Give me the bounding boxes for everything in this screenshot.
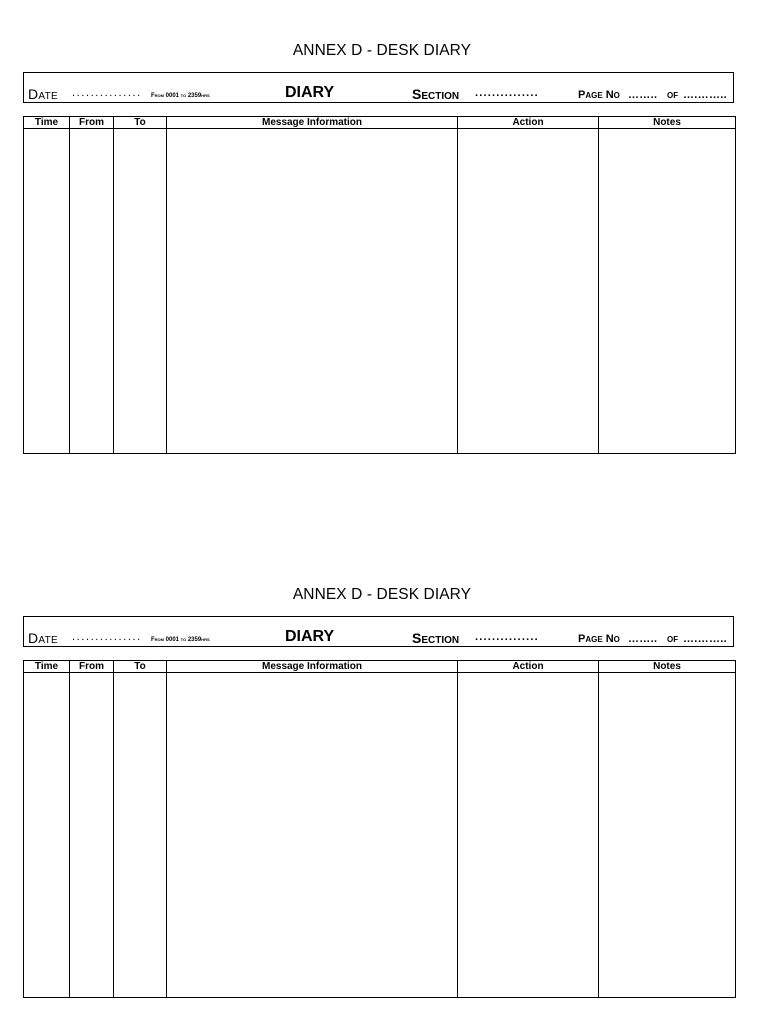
table-row [24, 129, 736, 454]
desk-diary-form-1 [0, 40, 768, 460]
date-range-note: From 0001 to 2359hrs [151, 637, 210, 643]
desk-diary-form-2 [0, 584, 768, 1004]
action-cell [458, 673, 599, 998]
message-information-cell [167, 129, 458, 454]
annex-title: ANNEX D - DESK DIARY [292, 42, 472, 59]
page-no-label: Page No [578, 89, 620, 101]
diary-label: DIARY [285, 628, 335, 645]
column-header-from: From [70, 661, 114, 673]
date-label: Date [28, 86, 59, 102]
table-header-row [24, 117, 736, 129]
page-no-label: Page No [578, 633, 620, 645]
date-field-dots: ............... [72, 87, 142, 99]
column-header-to: To [114, 661, 167, 673]
annex-title: ANNEX D - DESK DIARY [292, 586, 472, 603]
time-cell [24, 673, 70, 998]
to-cell [114, 129, 167, 454]
diary-header-box [23, 72, 734, 103]
notes-cell [599, 129, 736, 454]
table-row [24, 673, 736, 998]
notes-cell [599, 673, 736, 998]
diary-label: DIARY [285, 84, 335, 101]
column-header-message-information: Message Information [167, 661, 458, 673]
column-header-message-information: Message Information [167, 117, 458, 129]
column-header-time: Time [24, 661, 70, 673]
column-header-action: Action [458, 661, 599, 673]
section-label: Section [412, 630, 460, 646]
of-dots: ….…….. [683, 633, 727, 645]
diary-log-table [23, 116, 736, 454]
page-no-dots: …….. [628, 633, 658, 645]
of-label: of [667, 89, 679, 101]
diary-log-table [23, 660, 736, 998]
time-cell [24, 129, 70, 454]
action-cell [458, 129, 599, 454]
column-header-action: Action [458, 117, 599, 129]
date-range-note: From 0001 to 2359hrs [151, 93, 210, 99]
table-header-row [24, 661, 736, 673]
of-label: of [667, 633, 679, 645]
section-field-dots: ............... [475, 87, 539, 99]
column-header-time: Time [24, 117, 70, 129]
diary-header-box [23, 616, 734, 647]
date-label: Date [28, 630, 59, 646]
section-label: Section [412, 86, 460, 102]
of-dots: ….…….. [683, 89, 727, 101]
to-cell [114, 673, 167, 998]
column-header-notes: Notes [599, 661, 736, 673]
message-information-cell [167, 673, 458, 998]
column-header-notes: Notes [599, 117, 736, 129]
section-field-dots: ............... [475, 631, 539, 643]
column-header-from: From [70, 117, 114, 129]
from-cell [70, 129, 114, 454]
column-header-to: To [114, 117, 167, 129]
from-cell [70, 673, 114, 998]
page-no-dots: …….. [628, 89, 658, 101]
date-field-dots: ............... [72, 631, 142, 643]
